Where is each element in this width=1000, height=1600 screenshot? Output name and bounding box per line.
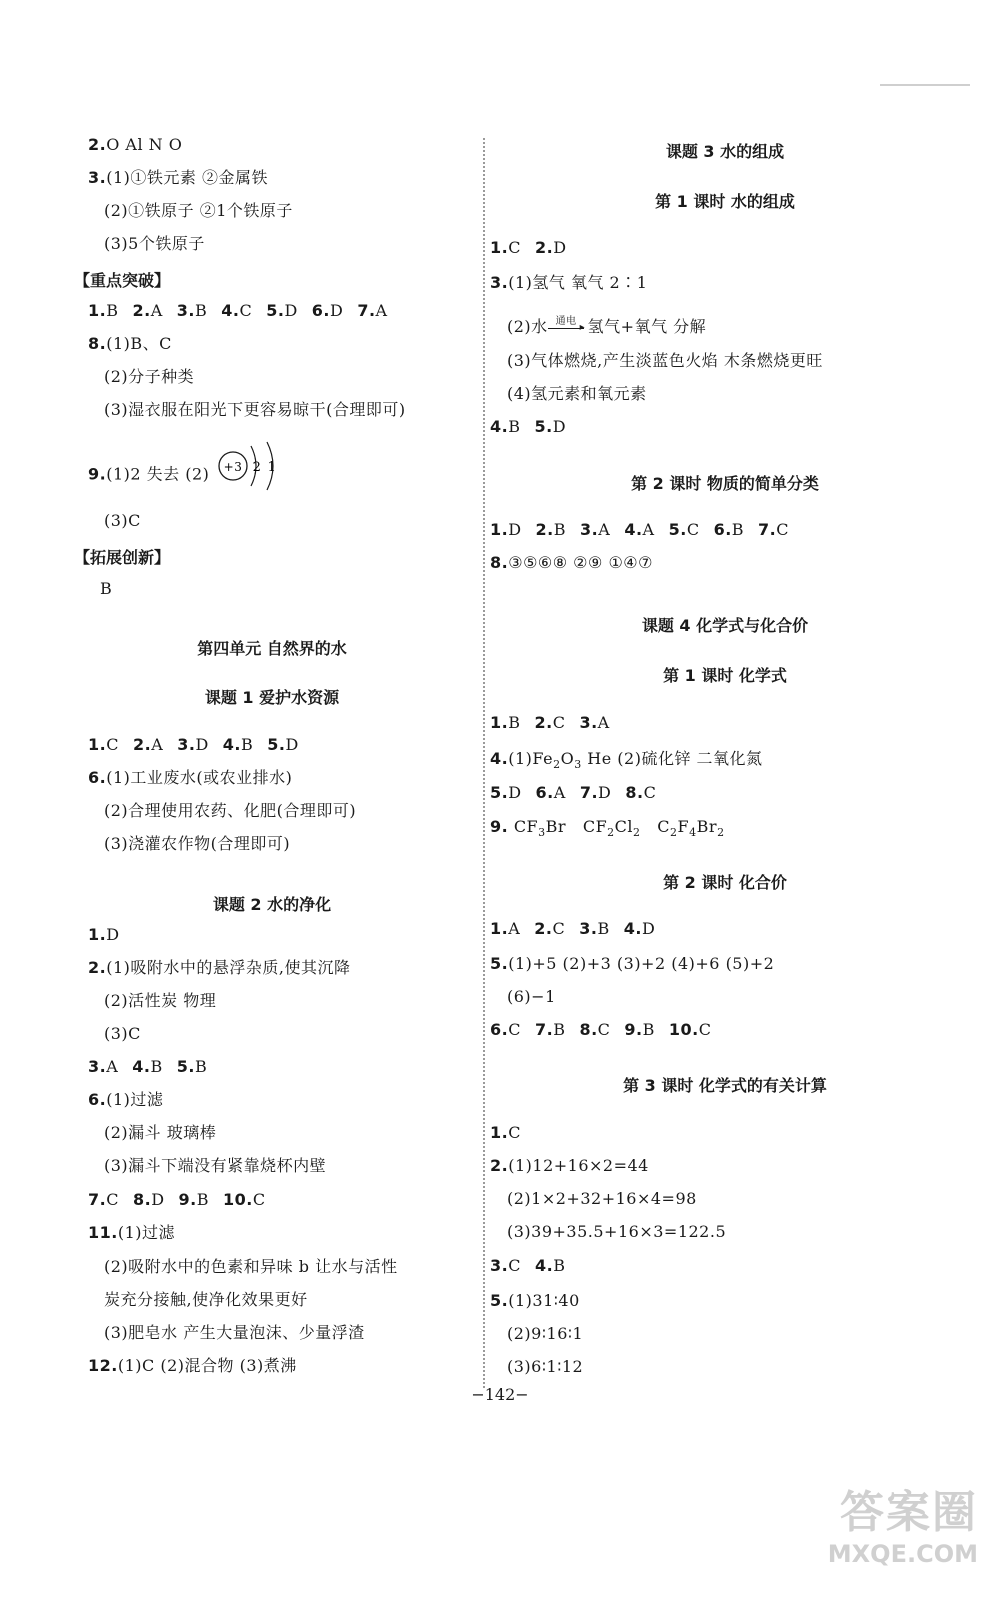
question-number: 3. bbox=[88, 1057, 107, 1076]
answer-item bbox=[490, 1020, 521, 1039]
answer-line: 8.③⑤⑥⑧ ②⑨ ①④⑦ bbox=[490, 553, 653, 572]
answer-row bbox=[88, 734, 299, 756]
answer-value: C bbox=[508, 1020, 521, 1039]
answer-line: 5.(1)31∶40 bbox=[490, 1291, 580, 1310]
lesson-title: 课题 3 水的组成 bbox=[665, 142, 785, 161]
answer-item bbox=[669, 520, 700, 539]
answer-item bbox=[580, 783, 612, 802]
answer-value: C bbox=[643, 783, 657, 802]
question-number: 5. bbox=[668, 520, 687, 539]
answer-line: (3)5个铁原子 bbox=[104, 234, 205, 253]
watermark-url: MXQE.COM bbox=[827, 1540, 978, 1568]
answer-value: C bbox=[106, 735, 119, 754]
answer-value: D bbox=[285, 735, 299, 754]
answer-list bbox=[490, 1256, 565, 1275]
answer-line: (3)肥皂水 产生大量泡沫、少量浮渣 bbox=[104, 1323, 365, 1342]
answer-row bbox=[490, 237, 567, 259]
answer-row bbox=[490, 782, 656, 804]
answer-line: 6.(1)过滤 bbox=[88, 1090, 164, 1109]
answer-value: C bbox=[698, 1020, 712, 1039]
period-title: 第 1 课时 化学式 bbox=[663, 666, 787, 685]
answer-value: D bbox=[552, 417, 567, 436]
answer-item bbox=[624, 520, 654, 539]
question-number: 10. bbox=[223, 1190, 253, 1209]
answer-line: (2)分子种类 bbox=[104, 367, 195, 386]
answer-value: C bbox=[252, 1190, 266, 1209]
answer-line: (3)6∶1∶12 bbox=[507, 1357, 584, 1376]
answer-item bbox=[490, 1256, 521, 1275]
answer-value: B bbox=[508, 417, 521, 436]
answer-item bbox=[579, 1020, 610, 1039]
answer-item bbox=[534, 713, 565, 732]
answer-line: B bbox=[100, 579, 113, 598]
answer-item bbox=[88, 1057, 118, 1076]
period-title: 第 1 课时 水的组成 bbox=[655, 192, 795, 211]
answer-value: C bbox=[239, 301, 253, 320]
question-number: 1. bbox=[490, 713, 509, 732]
answer-value: D bbox=[508, 783, 522, 802]
question-number: 7. bbox=[357, 301, 376, 320]
page-number: −142− bbox=[471, 1385, 529, 1404]
answer-line: (3)C bbox=[104, 511, 141, 530]
answer-value: A bbox=[106, 1057, 119, 1076]
question-number: 6. bbox=[713, 520, 732, 539]
question-number: 5. bbox=[267, 735, 286, 754]
question-number: 1. bbox=[490, 919, 509, 938]
answer-line: (2)9∶16∶1 bbox=[507, 1324, 584, 1343]
answer-value: D bbox=[598, 783, 612, 802]
answer-list bbox=[490, 713, 610, 732]
answer-item bbox=[534, 919, 565, 938]
question-number: 4. bbox=[534, 1256, 554, 1275]
answer-list bbox=[490, 417, 566, 436]
question-number: 5. bbox=[490, 783, 509, 802]
answer-line: (3)浇灌农作物(合理即可) bbox=[104, 834, 291, 853]
answer-value: A bbox=[151, 735, 164, 754]
answer-item bbox=[625, 783, 656, 802]
question-number: 6. bbox=[535, 783, 554, 802]
answer-line: 炭充分接触,使净化效果更好 bbox=[104, 1290, 308, 1309]
answer-line: 12.(1)C (2)混合物 (3)煮沸 bbox=[88, 1356, 297, 1375]
answer-value: C bbox=[776, 520, 790, 539]
question-number: 7. bbox=[579, 783, 599, 802]
answer-line: (2)①铁原子 ②1个铁原子 bbox=[104, 201, 293, 220]
answer-item bbox=[357, 301, 387, 320]
answer-value: D bbox=[284, 301, 298, 320]
answer-value: C bbox=[552, 919, 566, 938]
answer-value: D bbox=[641, 919, 656, 938]
watermark-text: 答案圈 bbox=[840, 1487, 978, 1538]
answer-value: B bbox=[241, 735, 254, 754]
answer-list bbox=[490, 238, 567, 257]
answer-item bbox=[177, 735, 209, 754]
answer-line: 1.D bbox=[88, 925, 120, 944]
question-number: 4. bbox=[222, 735, 242, 754]
answer-item bbox=[669, 1020, 712, 1039]
answer-list bbox=[490, 919, 655, 938]
answer-line-equation: (2)水 通电 ▸ 氢气+氧气 分解 bbox=[507, 315, 707, 336]
answer-line: (2)漏斗 玻璃棒 bbox=[104, 1123, 217, 1142]
answer-row bbox=[88, 300, 388, 322]
answer-value: A bbox=[150, 301, 163, 320]
answer-item bbox=[536, 520, 566, 539]
answer-item bbox=[490, 919, 520, 938]
answer-row bbox=[490, 416, 566, 438]
lesson-title: 课题 1 爱护水资源 bbox=[204, 688, 340, 707]
answer-value: A bbox=[375, 301, 388, 320]
question-number: 3. bbox=[490, 1256, 509, 1275]
watermark-logo bbox=[828, 1476, 978, 1568]
answer-line: (2)活性炭 物理 bbox=[104, 991, 217, 1010]
answer-line: 2.O Al N O bbox=[88, 135, 183, 154]
answer-value: B bbox=[731, 520, 745, 539]
answer-item bbox=[624, 1020, 654, 1039]
answer-row bbox=[490, 1255, 565, 1277]
answer-item bbox=[267, 735, 299, 754]
period-title: 第 3 课时 化学式的有关计算 bbox=[623, 1076, 827, 1095]
answer-value: B bbox=[553, 520, 567, 539]
answer-list bbox=[490, 1020, 712, 1039]
answer-item bbox=[714, 520, 744, 539]
section-heading-keypoint: 【重点突破】 bbox=[74, 271, 171, 290]
question-number: 8. bbox=[625, 783, 644, 802]
answer-row bbox=[490, 519, 789, 541]
question-number: 4. bbox=[490, 417, 509, 436]
answer-line: 3.(1)氢气 氧气 2∶1 bbox=[490, 273, 648, 292]
answer-item bbox=[534, 417, 566, 436]
lesson-title: 课题 4 化学式与化合价 bbox=[641, 616, 809, 635]
answer-row bbox=[490, 1019, 712, 1041]
answer-item bbox=[535, 1020, 565, 1039]
answer-item bbox=[132, 301, 162, 320]
answer-row bbox=[88, 1056, 207, 1078]
question-number: 10. bbox=[668, 1020, 699, 1039]
answer-line: (2)1×2+32+16×4=98 bbox=[507, 1189, 697, 1208]
question-number: 2. bbox=[132, 301, 151, 320]
answer-item bbox=[177, 1057, 207, 1076]
nucleus-charge: +3 bbox=[223, 460, 243, 474]
answer-item bbox=[88, 735, 119, 754]
answer-value: B bbox=[508, 713, 521, 732]
period-title: 第 2 课时 物质的简单分类 bbox=[631, 474, 819, 493]
column-divider bbox=[483, 138, 485, 1388]
shell-1-electrons: 2 bbox=[252, 460, 262, 475]
question-number: 7. bbox=[88, 1190, 107, 1209]
answer-line: 2.(1)吸附水中的悬浮杂质,使其沉降 bbox=[88, 958, 351, 977]
answer-value: C bbox=[686, 520, 700, 539]
answer-item bbox=[132, 1057, 162, 1076]
period-title: 第 2 课时 化合价 bbox=[663, 873, 787, 892]
answer-line: (3)39+35.5+16×3=122.5 bbox=[507, 1222, 727, 1241]
answer-list bbox=[88, 1057, 207, 1076]
answer-row bbox=[88, 1189, 266, 1211]
question-number: 5. bbox=[266, 301, 285, 320]
question-number: 9. bbox=[178, 1190, 197, 1209]
section-heading-extend: 【拓展创新】 bbox=[74, 548, 171, 567]
answer-line: 9.(1)2 失去 (2) +3 2 1 bbox=[88, 456, 285, 494]
answer-item bbox=[133, 735, 163, 754]
answer-item bbox=[88, 1190, 119, 1209]
answer-list bbox=[88, 735, 299, 754]
answer-item bbox=[223, 735, 253, 754]
question-number: 2. bbox=[534, 919, 553, 938]
answer-list bbox=[88, 301, 388, 320]
question-number: 3. bbox=[176, 301, 195, 320]
answer-value: B bbox=[106, 301, 119, 320]
question-number: 5. bbox=[176, 1057, 195, 1076]
answer-item bbox=[221, 301, 252, 320]
answer-item bbox=[579, 713, 609, 732]
answer-list bbox=[490, 783, 656, 802]
answer-list bbox=[88, 1190, 266, 1209]
answer-item bbox=[266, 301, 298, 320]
answer-line: 5.(1)+5 (2)+3 (3)+2 (4)+6 (5)+2 bbox=[490, 954, 775, 973]
answer-item bbox=[490, 520, 522, 539]
answer-line: (4)氢元素和氧元素 bbox=[507, 384, 647, 403]
answer-value: B bbox=[150, 1057, 163, 1076]
answer-value: B bbox=[194, 1057, 208, 1076]
answer-line: (2)吸附水中的色素和异味 b 让水与活性 bbox=[104, 1257, 398, 1276]
question-number: 2. bbox=[535, 520, 554, 539]
reaction-arrow: 通电 ▸ bbox=[548, 320, 588, 336]
answer-value: A bbox=[553, 783, 566, 802]
answer-list bbox=[490, 520, 789, 539]
answer-value: C bbox=[508, 238, 521, 257]
atom-structure-diagram bbox=[215, 438, 285, 494]
answer-item bbox=[490, 417, 520, 436]
answer-item bbox=[579, 919, 609, 938]
answer-item bbox=[88, 301, 118, 320]
answer-value: A bbox=[598, 520, 611, 539]
answer-item bbox=[223, 1190, 266, 1209]
answer-value: C bbox=[552, 713, 566, 732]
answer-value: B bbox=[553, 1020, 566, 1039]
question-number: 9. bbox=[624, 1020, 643, 1039]
answer-item bbox=[312, 301, 344, 320]
question-number: 4. bbox=[624, 520, 643, 539]
answer-value: B bbox=[553, 1256, 566, 1275]
question-number: 3. bbox=[177, 735, 196, 754]
answer-item bbox=[535, 238, 567, 257]
answer-item bbox=[536, 783, 566, 802]
question-number: 8. bbox=[132, 1190, 152, 1209]
answer-line: 9. $CF_3Br$ $CF_2Cl_2$ $C_2F_4Br_2$ bbox=[490, 817, 725, 840]
answer-item bbox=[177, 301, 207, 320]
answer-line: (3)湿衣服在阳光下更容易晾干(合理即可) bbox=[104, 400, 406, 419]
question-number: 4. bbox=[221, 301, 240, 320]
answer-item bbox=[758, 520, 789, 539]
answer-line: (3)漏斗下端没有紧靠烧杯内壁 bbox=[104, 1156, 327, 1175]
question-number: 3. bbox=[579, 919, 598, 938]
answer-item bbox=[535, 1256, 565, 1275]
answer-value: A bbox=[642, 520, 655, 539]
answer-value: C bbox=[106, 1190, 119, 1209]
answer-line: (6)−1 bbox=[507, 987, 556, 1006]
answer-line: 6.(1)工业废水(或农业排水) bbox=[88, 768, 293, 787]
answer-value: B bbox=[196, 1190, 209, 1209]
answer-item bbox=[490, 238, 521, 257]
question-number: 3. bbox=[580, 520, 599, 539]
question-number: 4. bbox=[132, 1057, 151, 1076]
answer-value: D bbox=[508, 520, 522, 539]
answer-line: (3)气体燃烧,产生淡蓝色火焰 木条燃烧更旺 bbox=[507, 351, 823, 370]
answer-item bbox=[580, 520, 610, 539]
answer-row bbox=[490, 712, 610, 734]
top-edge-rule bbox=[880, 84, 970, 86]
answer-item bbox=[624, 919, 656, 938]
question-number: 1. bbox=[88, 301, 107, 320]
answer-value: B bbox=[597, 919, 610, 938]
answer-value: C bbox=[508, 1256, 521, 1275]
question-number: 2. bbox=[534, 713, 553, 732]
answer-line: $4.(1)Fe_2O_3$ He (2)硫化锌 二氧化氮 bbox=[490, 749, 763, 772]
answer-item bbox=[133, 1190, 165, 1209]
answer-value: D bbox=[151, 1190, 165, 1209]
answer-value: B bbox=[642, 1020, 655, 1039]
answer-value: A bbox=[597, 713, 610, 732]
question-number: 3. bbox=[579, 713, 598, 732]
question-number: 1. bbox=[490, 238, 509, 257]
answer-value: D bbox=[329, 301, 344, 320]
answer-value: C bbox=[597, 1020, 611, 1039]
question-number: 7. bbox=[534, 1020, 554, 1039]
answer-line: 3.(1)①铁元素 ②金属铁 bbox=[88, 168, 268, 187]
question-number: 6. bbox=[311, 301, 330, 320]
question-number: 8. bbox=[579, 1020, 598, 1039]
answer-value: A bbox=[508, 919, 521, 938]
answer-line: (3)C bbox=[104, 1024, 141, 1043]
answer-value: B bbox=[194, 301, 208, 320]
answer-item bbox=[179, 1190, 209, 1209]
question-number: 5. bbox=[534, 417, 553, 436]
unit-title: 第四单元 自然界的水 bbox=[197, 639, 347, 658]
answer-line: 11.(1)过滤 bbox=[88, 1223, 176, 1242]
question-number: 4. bbox=[623, 919, 642, 938]
question-number: 2. bbox=[534, 238, 554, 257]
question-number: 1. bbox=[490, 520, 509, 539]
answer-line: 8.(1)B、C bbox=[88, 334, 172, 353]
question-number: 1. bbox=[88, 735, 107, 754]
question-number: 6. bbox=[490, 1020, 509, 1039]
answer-item bbox=[490, 713, 520, 732]
answer-line: 1.C bbox=[490, 1123, 521, 1142]
answer-row bbox=[490, 918, 655, 940]
question-number: 7. bbox=[758, 520, 777, 539]
answer-value: D bbox=[553, 238, 567, 257]
answer-value: D bbox=[195, 735, 209, 754]
shell-2-electrons: 1 bbox=[267, 460, 277, 475]
question-number: 2. bbox=[132, 735, 152, 754]
answer-item bbox=[490, 783, 522, 802]
answer-line: (2)合理使用农药、化肥(合理即可) bbox=[104, 801, 357, 820]
lesson-title: 课题 2 水的净化 bbox=[212, 895, 332, 914]
answer-line: 2.(1)12+16×2=44 bbox=[490, 1156, 649, 1175]
